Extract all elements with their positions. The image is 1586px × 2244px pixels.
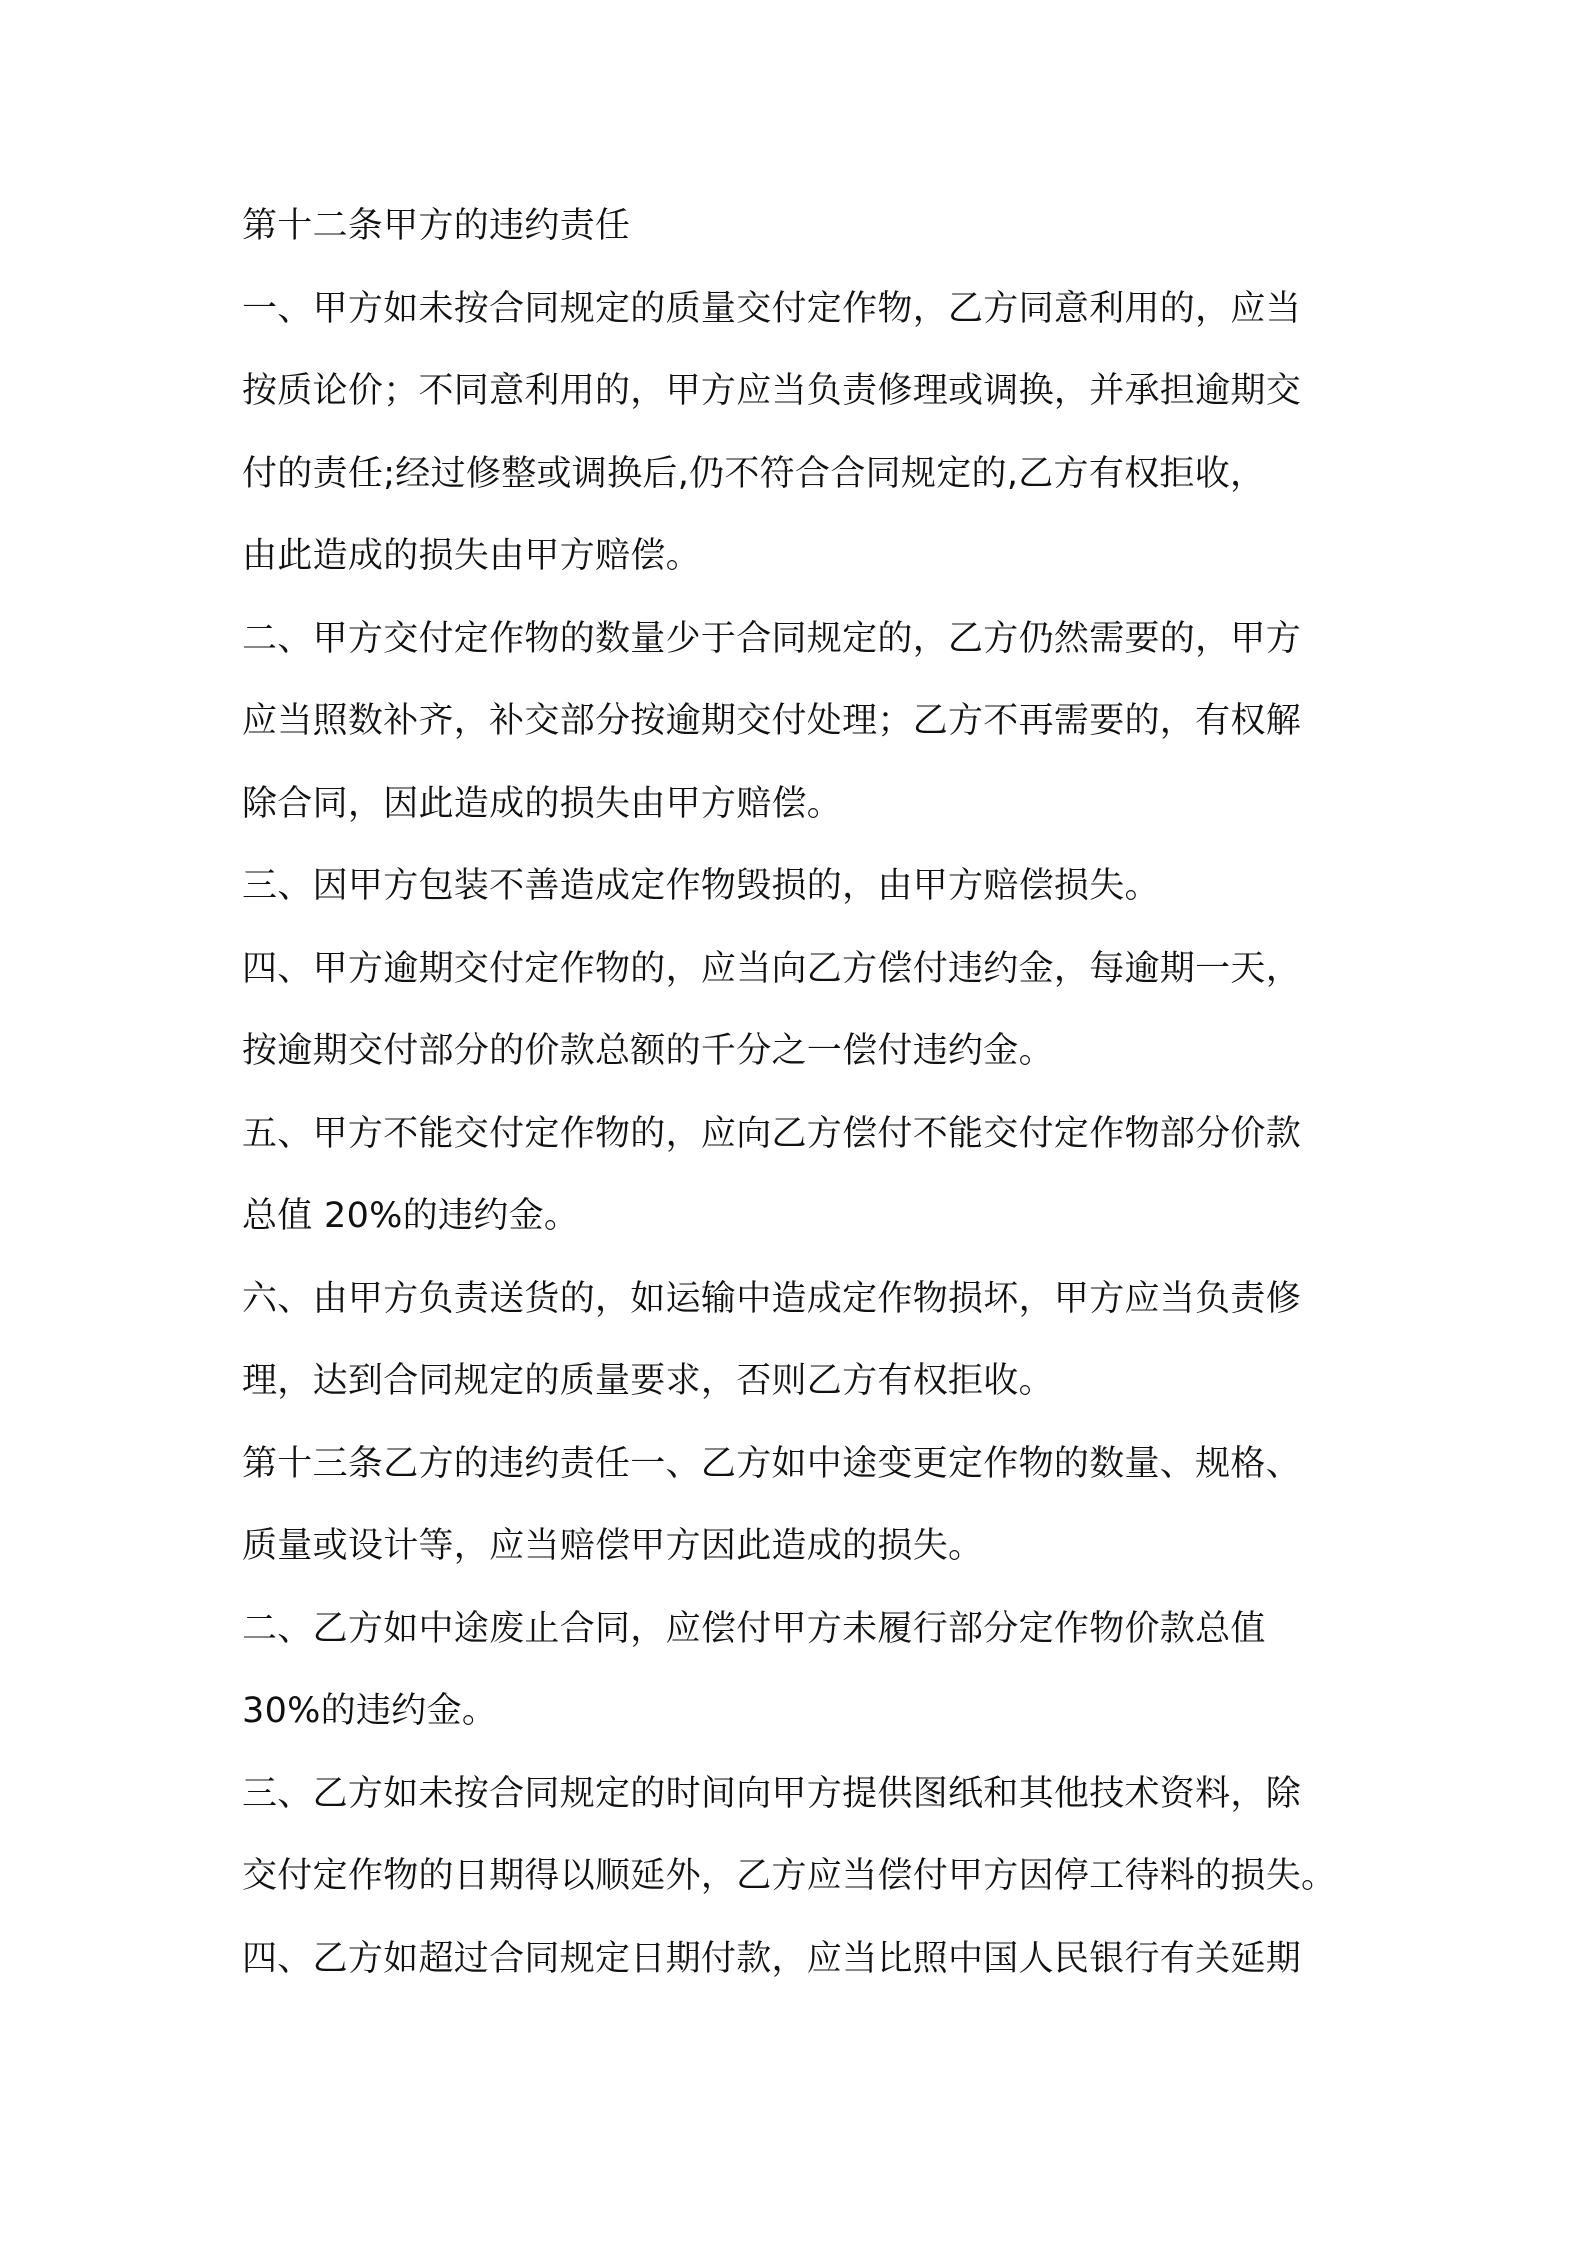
- text-line: 理，达到合同规定的质量要求，否则乙方有权拒收。: [242, 1361, 1054, 1401]
- text-line: 30%的违约金。: [242, 1691, 498, 1731]
- text-line: 二、乙方如中途废止合同，应偿付甲方未履行部分定作物价款总值: [242, 1608, 1266, 1649]
- text-line: 二、甲方交付定作物的数量少于合同规定的，乙方仍然需要的，甲方: [242, 618, 1302, 659]
- text-line: 按逾期交付部分的价款总额的千分之一偿付违约金。: [242, 1031, 1054, 1071]
- text-line: 三、因甲方包装不善造成定作物毁损的，由甲方赔偿损失。: [242, 866, 1160, 906]
- text-line: 质量或设计等，应当赔偿甲方因此造成的损失。: [242, 1526, 984, 1566]
- text-line: 付的责任;经过修整或调换后,仍不符合合同规定的,乙方有权拒收，: [242, 453, 1266, 494]
- text-line: 应当照数补齐，补交部分按逾期交付处理；乙方不再需要的，有权解: [242, 701, 1302, 741]
- text-line: 按质论价；不同意利用的，甲方应当负责修理或调换，并承担逾期交: [242, 371, 1302, 411]
- document-body: [242, 196, 1364, 2011]
- text-line: 三、乙方如未按合同规定的时间向甲方提供图纸和其他技术资料，除: [242, 1773, 1302, 1814]
- text-line: 五、甲方不能交付定作物的，应向乙方偿付不能交付定作物部分价款: [242, 1113, 1302, 1154]
- text-line: 一、甲方如未按合同规定的质量交付定作物，乙方同意利用的，应当: [242, 288, 1302, 329]
- text-line: 总值 20%的违约金。: [242, 1196, 580, 1236]
- text-line: 交付定作物的日期得以顺延外，乙方应当偿付甲方因停工待料的损失。: [242, 1856, 1337, 1896]
- text-line: 四、乙方如超过合同规定日期付款，应当比照中国人民银行有关延期: [242, 1938, 1302, 1979]
- text-line: 除合同，因此造成的损失由甲方赔偿。: [242, 783, 843, 824]
- article-13-heading-line: 第十三条乙方的违约责任一、乙方如中途变更定作物的数量、规格、: [242, 1443, 1302, 1484]
- article-12-heading: 第十二条甲方的违约责任: [242, 206, 631, 246]
- text-line: 由此造成的损失由甲方赔偿。: [242, 536, 701, 576]
- text-line: 四、甲方逾期交付定作物的，应当向乙方偿付违约金，每逾期一天，: [242, 948, 1302, 989]
- text-line: 六、由甲方负责送货的，如运输中造成定作物损坏，甲方应当负责修: [242, 1278, 1302, 1319]
